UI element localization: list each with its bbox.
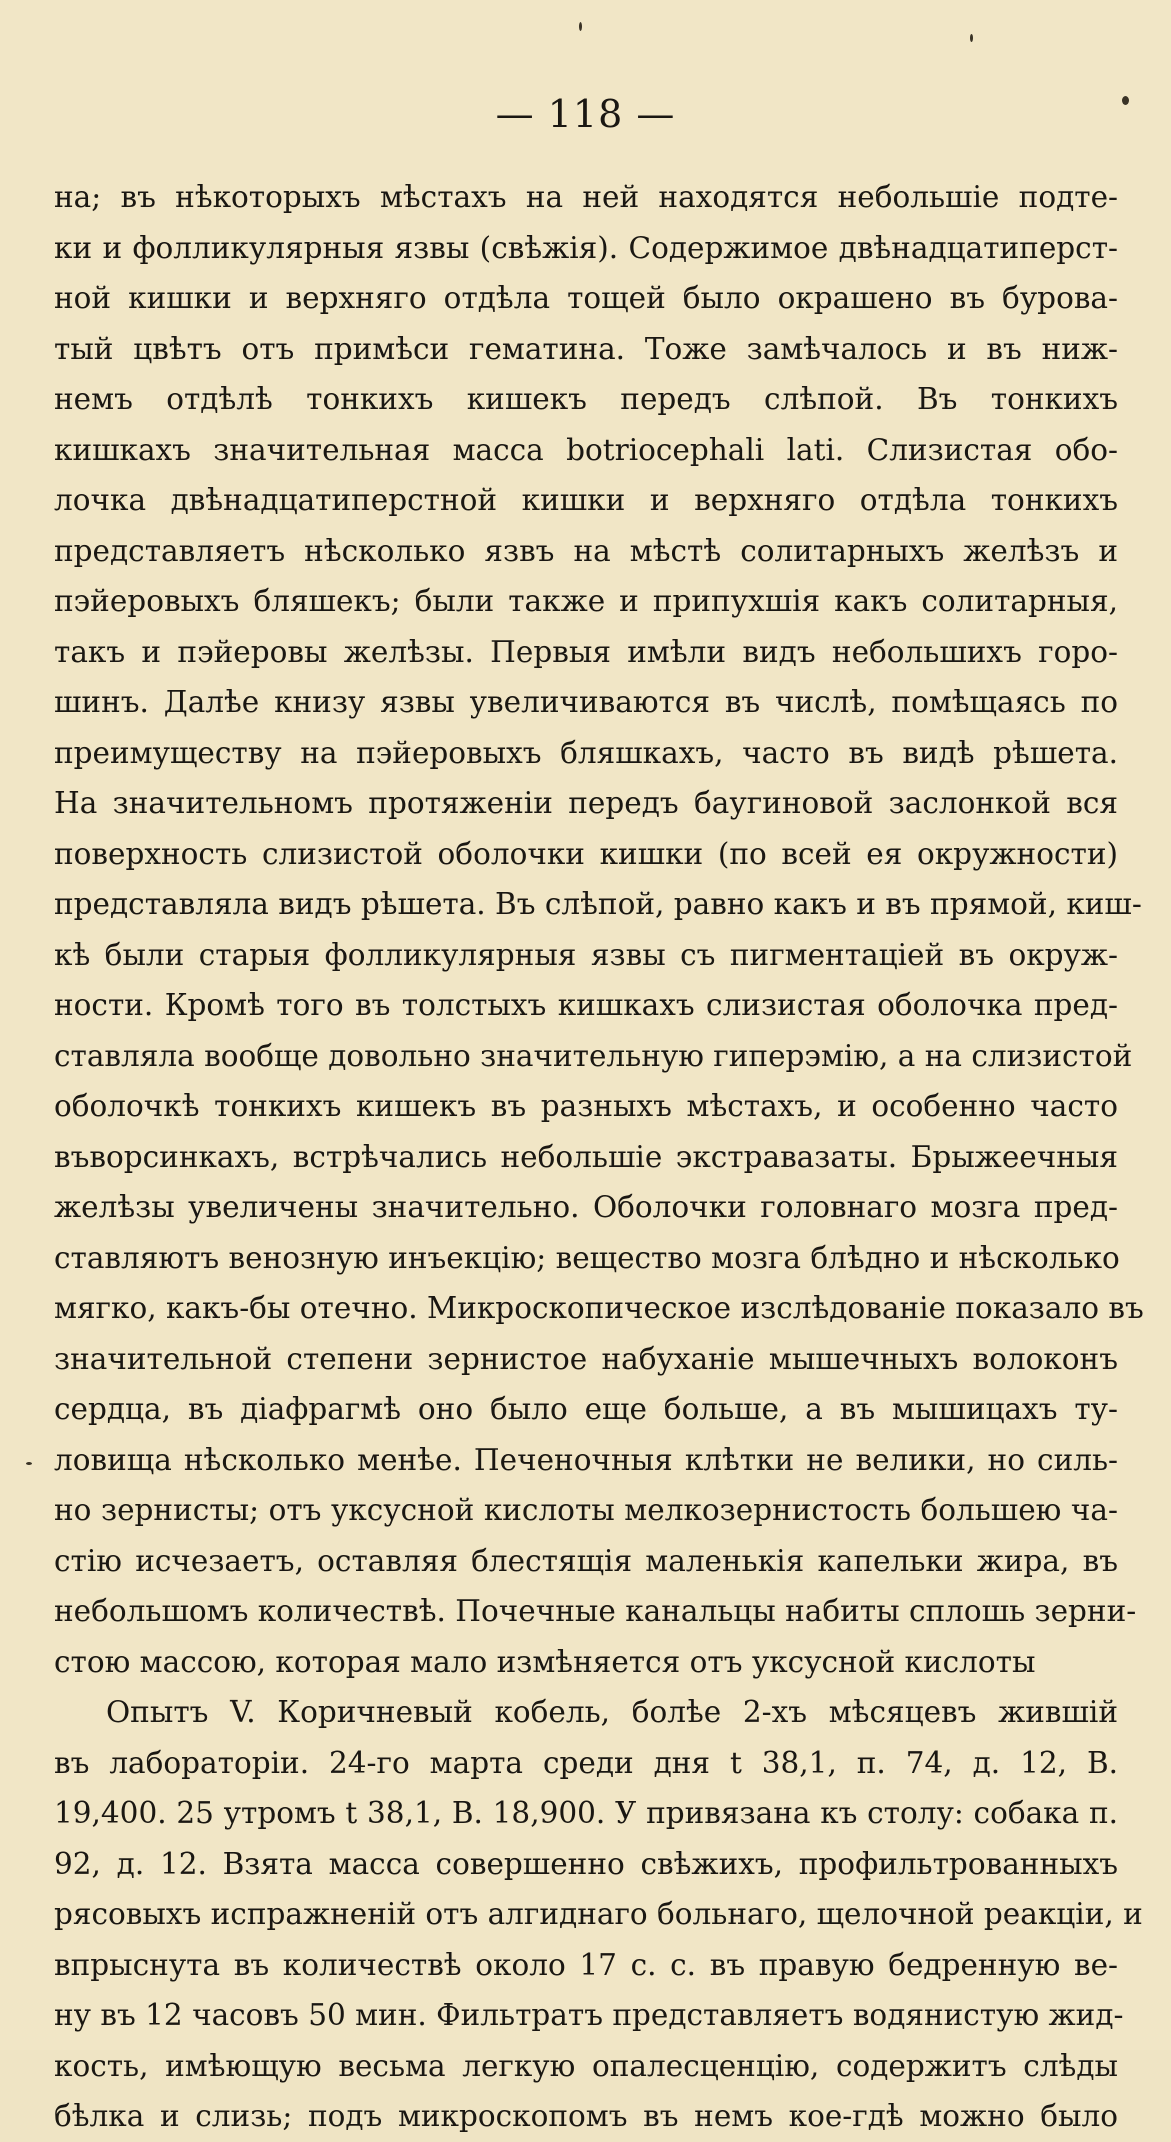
text-line: ставляла вообще довольно значительную гиперэмію, а на слизистой — [54, 1038, 1133, 1073]
text-line: впрыснута въ количествѣ около 17 с. с. въ правую бедренную ве- — [54, 1947, 1118, 1982]
text-line: стію исчезаетъ, оставляя блестящія маленькія капельки жира, въ — [54, 1543, 1118, 1578]
text-line: пэйеровыхъ бляшекъ; были также и припухшія какъ солитарныя, — [54, 584, 1118, 618]
text-line: желѣзы увеличены значительно. Оболочки головнаго мозга пред- — [54, 1190, 1118, 1224]
text-line: оболочкѣ тонкихъ кишекъ въ разныхъ мѣстахъ, и особенно часто — [54, 1089, 1118, 1123]
text-line: ставляютъ венозную инъекцію; вещество мозга блѣдно и нѣсколько — [54, 1240, 1120, 1275]
text-line: Опытъ V. Коричневый кобель, болѣе 2-хъ мѣсяцевъ жившій — [106, 1695, 1118, 1729]
text-line: лочка двѣнадцатиперстной кишки и верхняго отдѣла тонкихъ — [54, 483, 1118, 517]
text-line: бѣлка и слизь; подъ микроскопомъ въ немъ кое-гдѣ можно было — [54, 2099, 1118, 2133]
text-line: шинъ. Далѣе книзу язвы увеличиваются въ числѣ, помѣщаясь по — [54, 685, 1118, 719]
text-line: кишкахъ значительная масса botrioceрhali lati. Слизистая обо- — [54, 432, 1118, 467]
text-line: представляетъ нѣсколько язвъ на мѣстѣ солитарныхъ желѣзъ и — [54, 533, 1118, 568]
text-line: ну въ 12 часовъ 50 мин. Фильтратъ представляетъ водянистую жид- — [54, 1998, 1124, 2032]
ink-speck — [970, 34, 973, 42]
text-line: кѣ были старыя фолликулярныя язвы съ пигментаціей въ окруж- — [54, 937, 1118, 972]
text-line: преимуществу на пэйеровыхъ бляшкахъ, часто въ видѣ рѣшета. — [54, 735, 1118, 770]
text-line: ности. Кромѣ того въ толстыхъ кишкахъ слизистая оболочка пред- — [54, 988, 1118, 1022]
text-line: кость, имѣющую весьма легкую опалесценцію, содержитъ слѣды — [54, 2048, 1118, 2083]
text-line: въ лабораторіи. 24-го марта среди дня t 38,1, п. 74, д. 12, В. — [54, 1745, 1118, 1780]
ink-speck — [1122, 96, 1129, 105]
text-line: ловища нѣсколько менѣе. Печеночныя клѣтки не велики, но силь- — [54, 1442, 1118, 1477]
page-number: — 118 — — [495, 92, 676, 136]
ink-speck — [579, 22, 582, 31]
text-line: стою массою, которая мало измѣняется отъ уксусной кислоты — [54, 1644, 1036, 1679]
text-line: представляла видъ рѣшета. Въ слѣпой, равно какъ и въ прямой, киш- — [54, 887, 1142, 921]
text-line: мягко, какъ-бы отечно. Микроскопическое изслѣдованіе показало въ — [54, 1291, 1144, 1325]
body-text — [54, 172, 1144, 2142]
text-line: На значительномъ протяженіи передъ баугиновой заслонкой вся — [54, 786, 1118, 820]
text-line: тый цвѣтъ отъ примѣси гематина. Тоже замѣчалось и въ ниж- — [54, 331, 1118, 366]
text-line: рясовыхъ испражненій отъ алгиднаго больнаго, щелочной реакціи, и — [54, 1897, 1143, 1931]
text-line: въворсинкахъ, встрѣчались небольшіе экстравазаты. Брыжеечныя — [54, 1139, 1118, 1174]
text-line: поверхность слизистой оболочки кишки (по всей ея окружности) — [54, 836, 1118, 871]
text-line: небольшомъ количествѣ. Почечные канальцы набиты сплошь зерни- — [54, 1594, 1137, 1628]
text-line: значительной степени зернистое набуханіе мышечныхъ волоконъ — [54, 1341, 1118, 1376]
text-line: такъ и пэйеровы желѣзы. Первыя имѣли видъ небольшихъ горо- — [54, 634, 1118, 669]
text-line: ной кишки и верхняго отдѣла тощей было окрашено въ бурова- — [54, 281, 1118, 315]
text-line: на; въ нѣкоторыхъ мѣстахъ на ней находятся небольшіе подте- — [54, 180, 1118, 214]
text-line: но зернисты; отъ уксусной кислоты мелкозернистость большею ча- — [54, 1493, 1118, 1527]
text-line: ки и фолликулярныя язвы (свѣжія). Содержимое двѣнадцатиперст- — [54, 230, 1118, 265]
text-line: сердца, въ діафрагмѣ оно было еще больше, а въ мышицахъ ту- — [54, 1392, 1118, 1426]
ink-speck — [26, 1462, 32, 1465]
text-line: немъ отдѣлѣ тонкихъ кишекъ передъ слѣпой. Въ тонкихъ — [54, 382, 1118, 416]
text-line: 92, д. 12. Взята масса совершенно свѣжихъ, профильтрованныхъ — [54, 1846, 1118, 1881]
text-line: 19,400. 25 утромъ t 38,1, В. 18,900. У привязана къ столу: собака п. — [54, 1796, 1118, 1830]
